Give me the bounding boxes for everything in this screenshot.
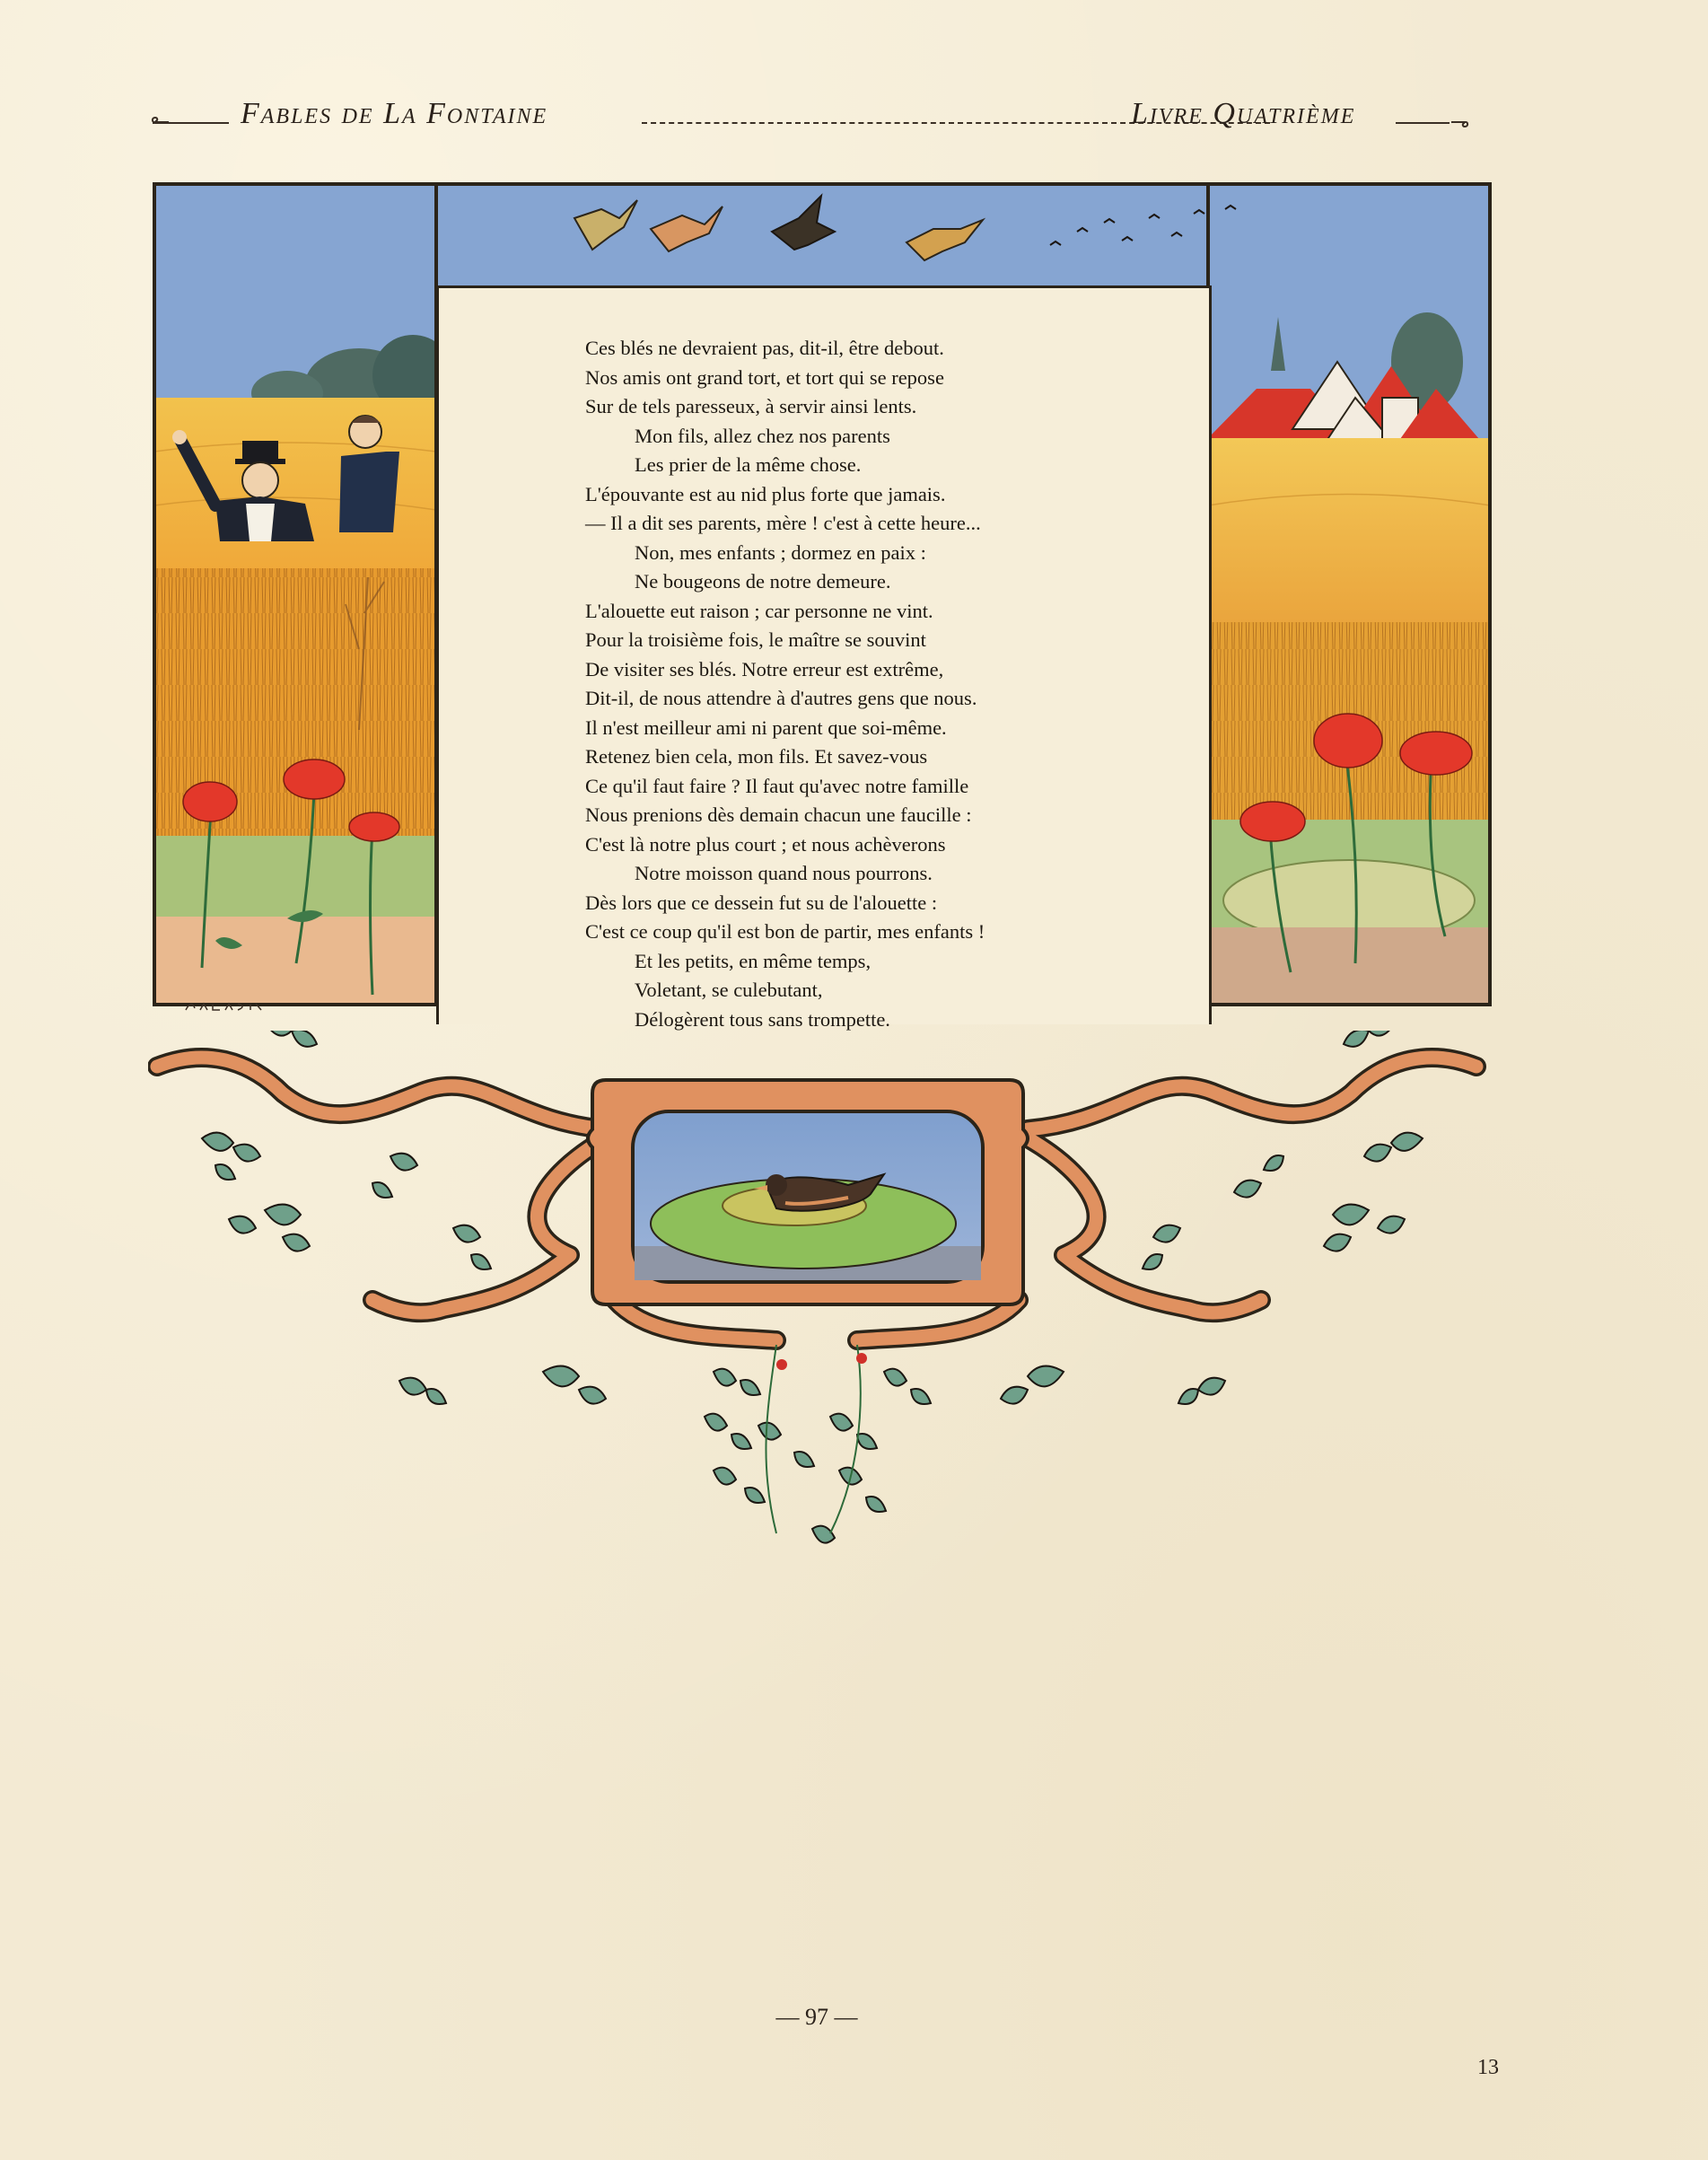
vine-ornament [148,1031,1494,1587]
poem-line: Et les petits, en même temps, [635,949,872,972]
poem-line: Pour la troisième fois, le maître se souvint [585,628,926,651]
poem-line: Dit-il, de nous attendre à d'autres gens que nous. [585,687,977,709]
poem-line: De visiter ses blés. Notre erreur est extrême, [585,657,944,680]
poem-line: Voletant, se culebutant, [635,979,823,1001]
illustrator-signature [184,1001,265,1014]
page-number: — 97 — [775,2004,858,2030]
poem-text [585,334,1213,1034]
poem-line: C'est là notre plus court ; et nous achèverons [585,832,946,856]
poem-line: C'est ce coup qu'il est bon de partir, mes enfants ! [585,920,985,943]
header-rule-left [153,122,229,124]
poem-line: Notre moisson quand nous pourrons. [635,862,933,884]
header-left-title: Fables de La Fontaine [241,97,548,130]
poem-line: — Il a dit ses parents, mère ! c'est à cette heure... [585,512,981,534]
poem-line: L'épouvante est au nid plus forte que jamais. [585,482,946,505]
header-rule-right [1396,122,1450,124]
header-right-title: Livre Quatrième [1131,97,1356,130]
poem-line: Retenez bien cela, mon fils. Et savez-vous [585,745,928,768]
poem-line: Nous prenions dès demain chacun une faucille : [585,803,972,826]
poem-line: Ces blés ne devraient pas, dit-il, être debout. [585,337,944,359]
poem-line: Ne bougeons de notre demeure. [635,570,891,593]
poem-line: Non, mes enfants ; dormez en paix : [635,540,926,564]
poem-line: Les prier de la même chose. [635,453,862,476]
header-swirl-left-icon [151,111,171,131]
poem-line: Nos amis ont grand tort, et tort qui se repose [585,365,944,389]
poem-line: Sur de tels paresseux, à servir ainsi lents. [585,395,917,417]
header-swirl-right-icon [1450,111,1469,131]
poem-line: Il n'est meilleur ami ni parent que soi-même. [585,716,947,739]
poem-line: Ce qu'il faut faire ? Il faut qu'avec notre famille [585,774,969,797]
poem-line: Délogèrent tous sans trompette. [635,1007,890,1031]
poem-line: Mon fils, allez chez nos parents [635,424,890,447]
poem-line: L'alouette eut raison ; car personne ne vint. [585,599,933,622]
poem-line: Dès lors que ce dessein fut su de l'alouette : [585,891,938,914]
sheet-number: 13 [1477,2056,1499,2079]
running-header [153,97,1490,142]
